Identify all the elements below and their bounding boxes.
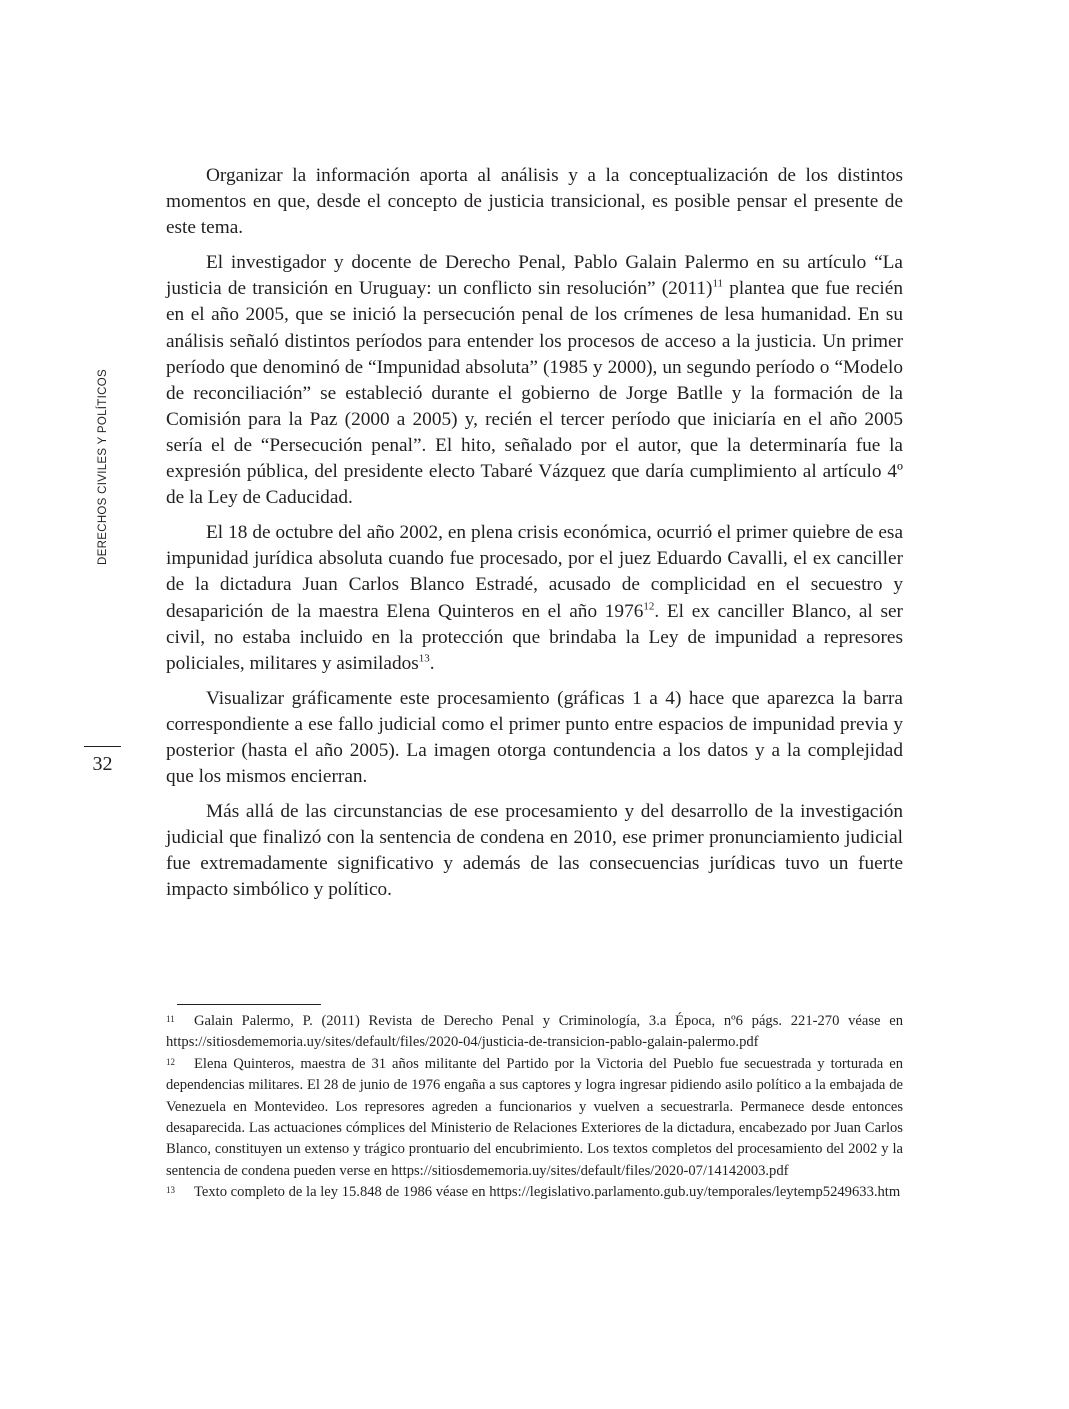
footnote-number: 12	[166, 1056, 175, 1067]
footnote-number: 13	[166, 1185, 175, 1196]
footnote-separator	[177, 1004, 321, 1005]
footnote-number: 11	[166, 1014, 175, 1024]
footnote-ref-11: 11	[712, 277, 724, 290]
footnotes	[166, 1011, 903, 1204]
paragraph-3-text-c: .	[429, 652, 435, 674]
footnote-11	[166, 1011, 903, 1054]
paragraph-4-text: Visualizar gráficamente este procesamiento (gráficas 1 a 4) hace que aparezca la barra correspondiente a ese fallo judicial como el primer punto entre espacios de impunidad previa y posterior (hasta el año 2005). La imagen otorga contundencia a los datos y a la complejidad que los mismos encierran.	[166, 687, 903, 788]
footnote-ref-12: 12	[643, 600, 655, 613]
paragraph-4	[166, 686, 903, 790]
paragraph-2-text-b: plantea que fue recién en el año 2005, que se inició la persecución penal de los crímenes de lesa humanidad. En su análisis señaló distintos períodos para entender los procesos de acceso a la justicia. Un primer período que denominó de “Impunidad absoluta” (1985 y 2000), un segundo período o “Modelo de reconciliación” se estableció durante el gobierno de Jorge Batlle y la formación de la Comisión para la Paz (2000 a 2005) y, recién el tercer período que iniciaría en el año 2005 sería el de “Persecución penal”. El hito, señalado por el autor, que la determinaría fue la expresión pública, del presidente electo Tabaré Vázquez que daría cumplimiento al artículo 4º de la Ley de Caducidad.	[166, 278, 903, 509]
footnote-text: Galain Palermo, P. (2011) Revista de Derecho Penal y Criminología, 3.a Época, nº6 págs. 221-270 véase en https://sitiosdememoria.uy/sites/default/files/2020-04/justicia-de-transicion-pablo-galain-palermo.pdf	[166, 1013, 903, 1051]
running-section-title: DERECHOS CIVILES Y POLÍTICOS	[97, 369, 109, 565]
paragraph-1-text: Organizar la información aporta al análisis y a la conceptualización de los distintos momentos en que, desde el concepto de justicia transicional, es posible pensar el presente de este tema.	[166, 165, 903, 239]
paragraph-5	[166, 799, 903, 903]
footnote-text: Elena Quinteros, maestra de 31 años militante del Partido por la Victoria del Pueblo fue secuestrada y torturada en dependencias militares. El 28 de junio de 1976 engaña a sus captores y logra ingresar pidiendo asilo político a la embajada de Venezuela en Montevideo. Los represores agreden a funcionarios y vuelven a secuestrarla. Permanece desde entonces desaparecida. Las actuaciones cómplices del Ministerio de Relaciones Exteriores de la dictadura, encabezado por Juan Carlos Blanco, constituyen un extenso y trágico prontuario del encubrimiento. Los textos completos del procesamiento del 2002 y la sentencia de condena pueden verse en https://sitiosdememoria.uy/sites/default/files/2020-07/14142003.pdf	[166, 1055, 903, 1179]
footnote-12	[166, 1054, 903, 1182]
footnote-ref-13: 13	[418, 652, 430, 665]
paragraph-3-text-a: El 18 de octubre del año 2002, en plena crisis económica, ocurrió el primer quiebre de esa impunidad jurídica absoluta cuando fue procesado, por el juez Eduardo Cavalli, el ex canciller de la dictadura Juan Carlos Blanco Estradé, acusado de complicidad en el secuestro y desaparición de la maestra Elena Quinteros en el año 1976	[166, 522, 903, 622]
paragraph-5-text: Más allá de las circunstancias de ese procesamiento y del desarrollo de la investigación judicial que finalizó con la sentencia de condena en 2010, ese primer pronunciamiento judicial fue extremadamente significativo y además de las consecuencias jurídicas tuvo un fuerte impacto simbólico y político.	[166, 801, 903, 901]
page-number-rule	[84, 746, 121, 747]
paragraph-3-text-b: . El ex canciller Blanco, al ser civil, no estaba incluido en la protección que brindaba la Ley de impunidad a represores policiales, militares y asimilados	[166, 600, 903, 674]
footnote-text: Texto completo de la ley 15.848 de 1986 véase en https://legislativo.parlamento.gub.uy/temporales/leytemp5249633.htm	[194, 1184, 901, 1201]
paragraph-2	[166, 250, 903, 511]
paragraph-3	[166, 520, 903, 677]
main-text	[166, 163, 903, 913]
footnote-13	[166, 1182, 903, 1203]
paragraph-2-text-a: El investigador y docente de Derecho Penal, Pablo Galain Palermo en su artículo “La justicia de transición en Uruguay: un conflicto sin resolución” (2011)	[166, 252, 903, 300]
paragraph-1	[166, 163, 903, 241]
page-number: 32	[92, 753, 113, 775]
